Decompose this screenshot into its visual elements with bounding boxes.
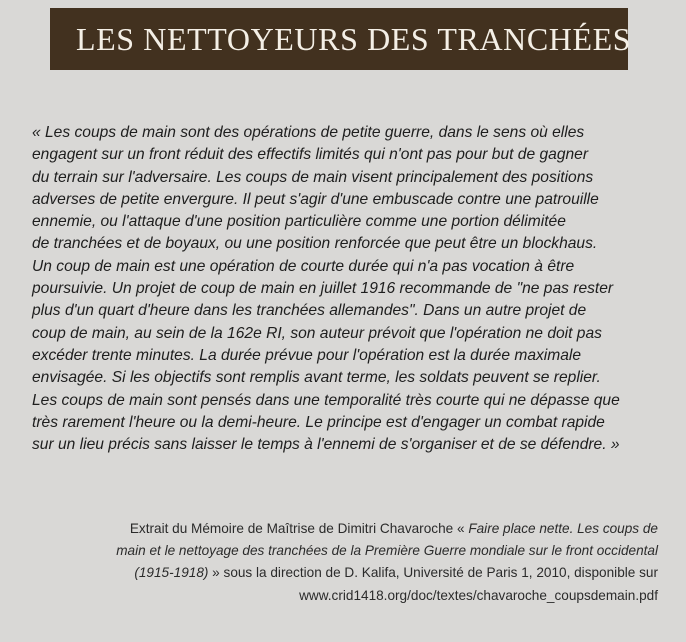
quote-line: Les coups de main sont pensés dans une temporalité très courte qui ne dépasse que — [32, 391, 620, 409]
quote-line: coup de main, au sein de la 162e RI, son auteur prévoit que l'opération ne doit pas — [32, 324, 602, 342]
citation-title: Faire place nette. Les coups de — [468, 521, 658, 536]
citation-title: (1915-1918) — [134, 565, 209, 581]
quote-line: ennemie, ou l'attaque d'une position particulière comme une portion délimitée — [32, 213, 566, 231]
citation-line — [38, 562, 658, 584]
source-citation — [38, 518, 658, 607]
quote-block — [32, 122, 670, 456]
quote-line: adverses de petite envergure. Il peut s'agir d'une embuscade contre une patrouille — [32, 190, 599, 208]
citation-title: main et le nettoyage des tranchées de la Première Guerre mondiale sur le front occidental — [116, 543, 658, 559]
title-banner — [50, 8, 632, 70]
quote-line: sur un lieu précis sans laisser le temps à l'ennemi de s'organiser et de se défendre. » — [32, 436, 620, 454]
quote-line: plus d'un quart d'heure dans les tranchées allemandes". Dans un autre projet de — [32, 302, 587, 320]
quote-line: excéder trente minutes. La durée prévue pour l'opération est la durée maximale — [32, 346, 582, 364]
quote-line: poursuivie. Un projet de coup de main en juillet 1916 recommande de "ne pas rester — [32, 280, 614, 298]
citation-text: » sous la direction de D. Kalifa, Université de Paris 1, 2010, disponible sur — [208, 565, 658, 581]
citation-line — [38, 540, 658, 562]
quote-line: envisagée. Si les objectifs sont remplis avant terme, les soldats peuvent se replier. — [32, 369, 601, 387]
quote-line: engagent sur un front réduit des effectifs limités qui n'ont pas pour but de gagner — [32, 146, 589, 164]
quote-line: de tranchées et de boyaux, ou une position renforcée que peut être un blockhaus. — [32, 235, 598, 253]
page-title: LES NETTOYEURS DES TRANCHÉES — [76, 20, 632, 57]
citation-line — [38, 518, 658, 540]
quote-line: très rarement l'heure ou la demi-heure. Le principe est d'engager un combat rapide — [32, 413, 605, 431]
quote-line: « Les coups de main sont des opérations de petite guerre, dans le sens où elles — [32, 124, 585, 141]
citation-url: www.crid1418.org/doc/textes/chavaroche_coupsdemain.pdf — [299, 587, 658, 603]
quote-line: du terrain sur l'adversaire. Les coups de main visent principalement des positions — [32, 168, 594, 186]
quote-line: Un coup de main est une opération de courte durée qui n'a pas vocation à être — [32, 257, 575, 275]
citation-text: Extrait du Mémoire de Maîtrise de Dimitri Chavaroche « — [129, 521, 469, 536]
